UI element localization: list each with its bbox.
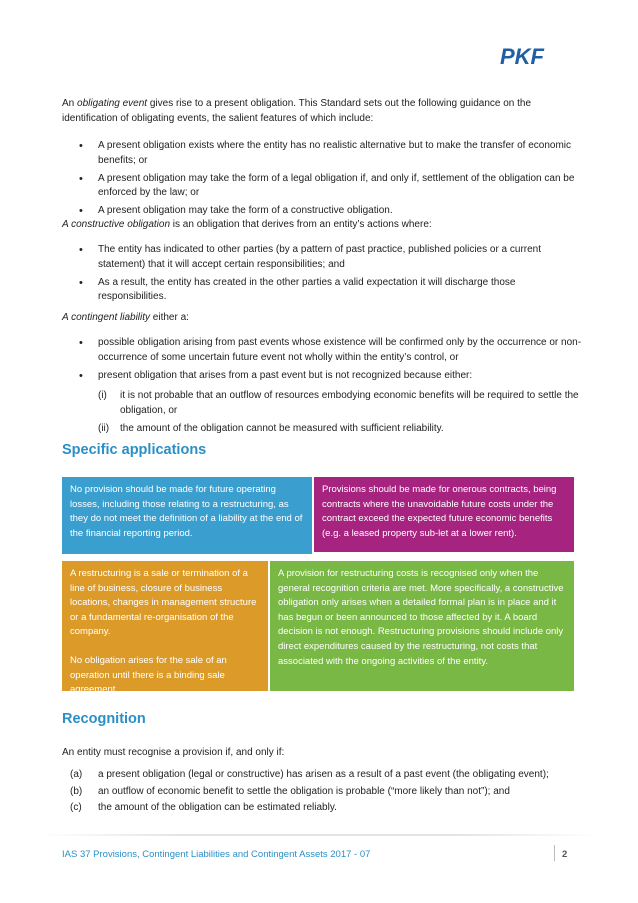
pkf-logo-text: PKF — [500, 44, 544, 68]
list-item: (ii) the amount of the obligation cannot be measured with sufficient reliability. — [62, 422, 582, 437]
list-item: (a) a present obligation (legal or constructive) has arisen as a result of a past event (the obligating event); — [62, 768, 582, 783]
pkf-logo — [500, 44, 552, 68]
restructuring-definition-box: A restructuring is a sale or termination of a line of business, closure of business locations, changes in management structure or a fundamental re-organisation of the company. No obligation arises for the sale of an operation until there is a binding sale agreement. — [62, 561, 268, 691]
operating-losses-box: No provision should be made for future operating losses, including those relating to a restructuring, as they do not meet the definition of a liability at the end of the financial reporting period. — [62, 477, 312, 554]
list-item: • A present obligation exists where the entity has no realistic alternative but to make the transfer of economic benefits; or — [62, 139, 582, 168]
list-item: (c) the amount of the obligation can be estimated reliably. — [62, 801, 582, 816]
recognition-criteria-list — [62, 768, 582, 818]
constructive-obligation-paragraph: A constructive obligation is an obligation that derives from an entity’s actions where: — [62, 219, 432, 230]
list-marker: (ii) — [98, 422, 110, 434]
contingent-liability-list — [62, 336, 582, 387]
list-marker: (a) — [70, 769, 83, 780]
list-marker: (c) — [70, 802, 82, 813]
recognition-intro: An entity must recognise a provision if, and only if: — [62, 747, 285, 758]
specific-applications-heading: Specific applications — [62, 442, 207, 458]
list-item: • possible obligation arising from past events whose existence will be confirmed only by the occurrence or non-occurrence of some uncertain future event not wholly within the entity’s control, or — [62, 336, 582, 365]
list-item: • As a result, the entity has created in the other parties a valid expectation it will discharge those responsibilities. — [62, 276, 582, 305]
contingent-liability-paragraph: A contingent liability either a: — [62, 312, 189, 323]
onerous-contracts-box: Provisions should be made for onerous contracts, being contracts where the unavoidable future costs under the contract exceed the expected future economic benefits (e.g. a leased property sub-let at a lower rent). — [314, 477, 574, 552]
list-marker: (i) — [98, 390, 107, 401]
constructive-obligation-term: A constructive obligation — [62, 219, 171, 230]
list-item: • A present obligation may take the form of a constructive obligation. — [62, 204, 582, 219]
list-item: • The entity has indicated to other parties (by a pattern of past practice, published policies or a current statement) that it will accept certain responsibilities; and — [62, 243, 582, 272]
restructuring-provision-box: A provision for restructuring costs is recognised only when the general recognition criteria are met. More specifically, a constructive obligation only arises when a detailed formal plan is in place and it has begun or been announced to those affected by it. A board decision is not enough. Restructuring provisions should include only direct expenditures caused by the restructuring, not costs that associated with the ongoing activities of the entity. — [270, 561, 574, 691]
footer-divider — [40, 834, 598, 836]
contingent-liability-term: A contingent liability — [62, 312, 151, 323]
list-marker: (b) — [70, 785, 83, 797]
page-number: 2 — [562, 849, 568, 860]
contingent-sub-list — [62, 389, 582, 440]
list-item: • present obligation that arises from a past event but is not recognized because either: — [62, 369, 582, 384]
constructive-obligation-list — [62, 243, 582, 308]
footer-separator — [554, 845, 555, 861]
list-item: (b) an outflow of economic benefit to settle the obligation is probable (“more likely than not”); and — [62, 785, 582, 800]
obligating-event-term: obligating event — [77, 98, 148, 109]
recognition-heading: Recognition — [62, 711, 146, 727]
list-item: (i) it is not probable that an outflow of resources embodying economic benefits will be required to settle the obligation, or — [98, 390, 579, 416]
obligating-event-paragraph: An obligating event gives rise to a present obligation. This Standard sets out the following guidance on the identification of obligating events, the salient features of which include: — [62, 98, 532, 124]
footer-title: IAS 37 Provisions, Contingent Liabilities and Contingent Assets 2017 - 07 — [62, 849, 371, 860]
list-item: • A present obligation may take the form of a legal obligation if, and only if, settlement of the obligation can be enforced by the law; or — [62, 172, 582, 201]
obligating-event-list — [62, 139, 582, 222]
